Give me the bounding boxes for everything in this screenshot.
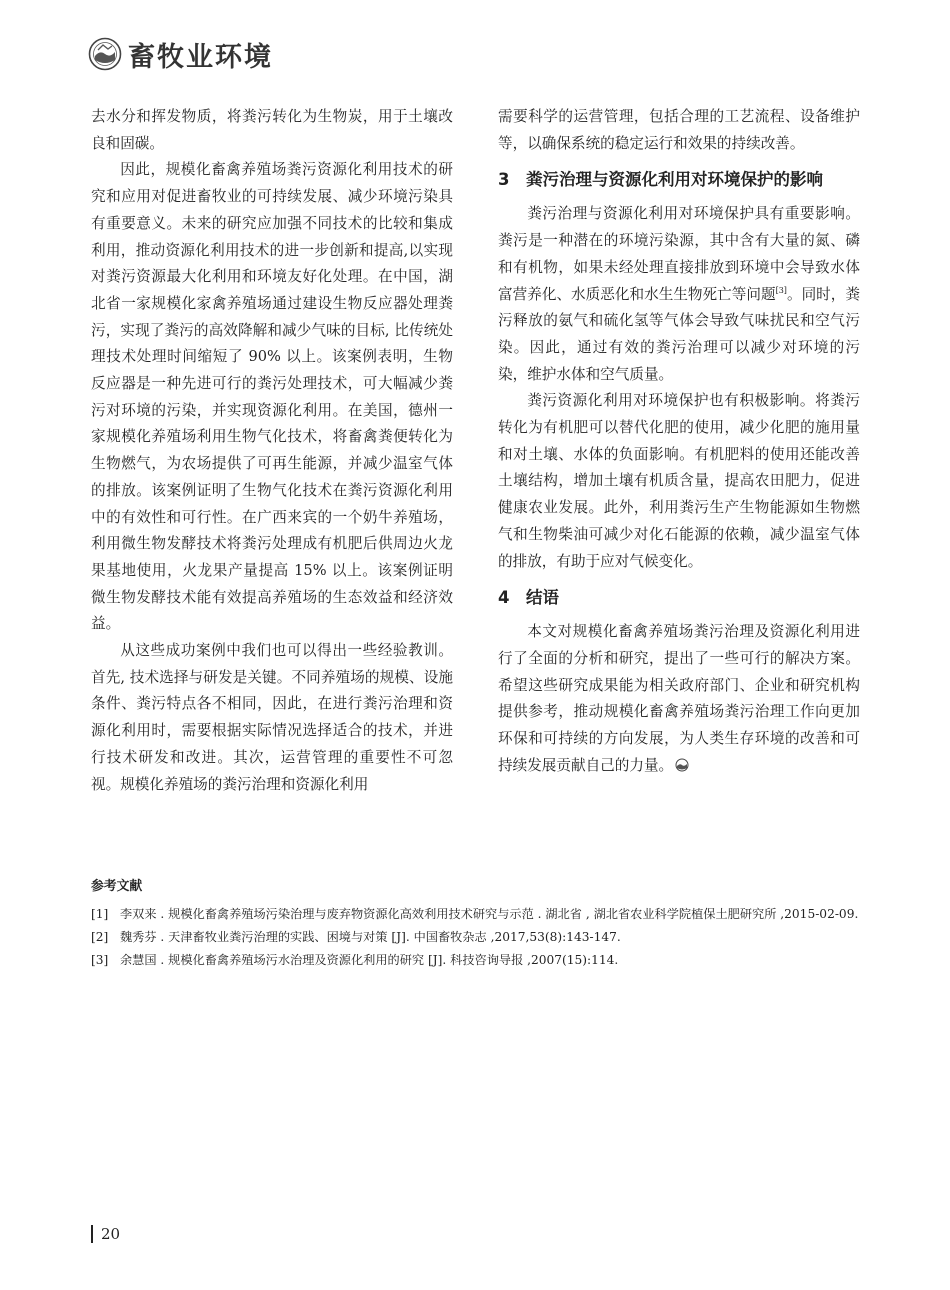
references — [91, 876, 861, 972]
paragraph — [498, 201, 860, 388]
references-title: 参考文献 — [91, 879, 143, 894]
reference-text: 魏秀芬 . 天津畜牧业粪污治理的实践、困境与对策 [J]. 中国畜牧杂志 ,2017,53(8):143-147. — [120, 930, 621, 944]
paragraph — [498, 619, 860, 779]
left-column — [91, 104, 453, 798]
page-number: 20 — [101, 1225, 121, 1243]
right-column — [498, 104, 860, 779]
paragraph: 因此，规模化畜禽养殖场粪污资源化利用技术的研究和应用对促进畜牧业的可持续发展、减少环境污染具有重要意义。未来的研究应加强不同技术的比较和集成利用，推动资源化利用技术的进一步创新和提高,以实现对粪污资源最大化利用和环境友好化处理。在中国，湖北省一家规模化家禽养殖场通过建设生物反应器处理粪污，实现了粪污的高效降解和减少气味的目标, 比传统处理技术处理时间缩短了 90% 以上。该案例表明，生物反应器是一种先进可行的粪污处理技术，可大幅减少粪污对环境的污染，并实现资源化利用。在美国，德州一家规模化养殖场利用生物气化技术，将畜禽粪便转化为生物燃气，为农场提供了可再生能源，并减少温室气体的排放。该案例证明了生物气化技术在粪污资源化利用中的有效性和可行性。在广西来宾的一个奶牛养殖场，利用微生物发酵技术将粪污处理成有机肥后供周边火龙果基地使用，火龙果产量提高 15% 以上。该案例证明微生物发酵技术能有效提高养殖场的生态效益和经济效益。 — [91, 161, 453, 633]
paragraph-text: 。同时，粪污释放的氨气和硫化氢等气体会导致气味扰民和空气污染。因此，通过有效的粪污治理可以减少对环境的污染，维护水体和空气质量。 — [498, 285, 860, 383]
section-number: 4 — [498, 588, 510, 608]
reference-item — [91, 926, 861, 948]
section-title: 结语 — [526, 588, 559, 608]
reference-number: [3] — [91, 953, 109, 967]
end-mark-icon — [675, 758, 689, 772]
citation-ref: [3] — [775, 285, 787, 295]
paragraph: 需要科学的运营管理，包括合理的工艺流程、设备维护等，以确保系统的稳定运行和效果的持续改善。 — [498, 108, 860, 152]
page-number-bar — [91, 1225, 93, 1243]
paragraph: 从这些成功案例中我们也可以得出一些经验教训。首先, 技术选择与研发是关键。不同养殖场的规模、设施条件、粪污特点各不相同，因此，在进行粪污治理和资源化利用时，需要根据实际情况选择适合的技术，并进行技术研发和改进。其次，运营管理的重要性不可忽视。规模化养殖场的粪污治理和资源化利用 — [91, 642, 453, 793]
paragraph: 粪污资源化利用对环境保护也有积极影响。将粪污转化为有机肥可以替代化肥的使用，减少化肥的施用量和对土壤、水体的负面影响。有机肥料的使用还能改善土壤结构，增加土壤有机质含量，提高农田肥力，促进健康农业发展。此外，利用粪污生产生物能源如生物燃气和生物柴油可减少对化石能源的依赖，减少温室气体的排放，有助于应对气候变化。 — [498, 392, 860, 570]
journal-seal-logo-icon — [88, 37, 122, 71]
paragraph-text: 粪污治理与资源化利用对环境保护具有重要影响。粪污是一种潜在的环境污染源，其中含有大量的氮、磷和有机物，如果未经处理直接排放到环境中会导致水体富营养化、水质恶化和水生生物死亡等问题 — [498, 205, 860, 303]
reference-item — [91, 949, 861, 971]
page-footer — [91, 1225, 120, 1243]
reference-text: 李双来 . 规模化畜禽养殖场污染治理与废弃物资源化高效利用技术研究与示范 . 湖北省 , 湖北省农业科学院植保土肥研究所 ,2015-02-09. — [120, 907, 859, 921]
section-title: 粪污治理与资源化利用对环境保护的影响 — [526, 170, 823, 190]
paragraph-text: 本文对规模化畜禽养殖场粪污治理及资源化利用进行了全面的分析和研究，提出了一些可行的解决方案。希望这些研究成果能为相关政府部门、企业和研究机构提供参考，推动规模化畜禽养殖场粪污治理工作向更加环保和可持续的方向发展，为人类生存环境的改善和可持续发展贡献自己的力量。 — [498, 623, 860, 774]
reference-text: 余慧国 . 规模化畜禽养殖场污水治理及资源化利用的研究 [J]. 科技咨询导报 ,2007(15):114. — [120, 953, 619, 967]
reference-number: [2] — [91, 930, 109, 944]
page-header — [88, 34, 273, 74]
section-4-heading — [498, 585, 860, 611]
reference-item — [91, 903, 861, 925]
reference-number: [1] — [91, 907, 109, 921]
journal-title: 畜牧业环境 — [128, 41, 273, 73]
section-number: 3 — [498, 170, 510, 190]
paragraph: 去水分和挥发物质，将粪污转化为生物炭，用于土壤改良和固碳。 — [91, 108, 453, 152]
section-3-heading — [498, 167, 860, 193]
